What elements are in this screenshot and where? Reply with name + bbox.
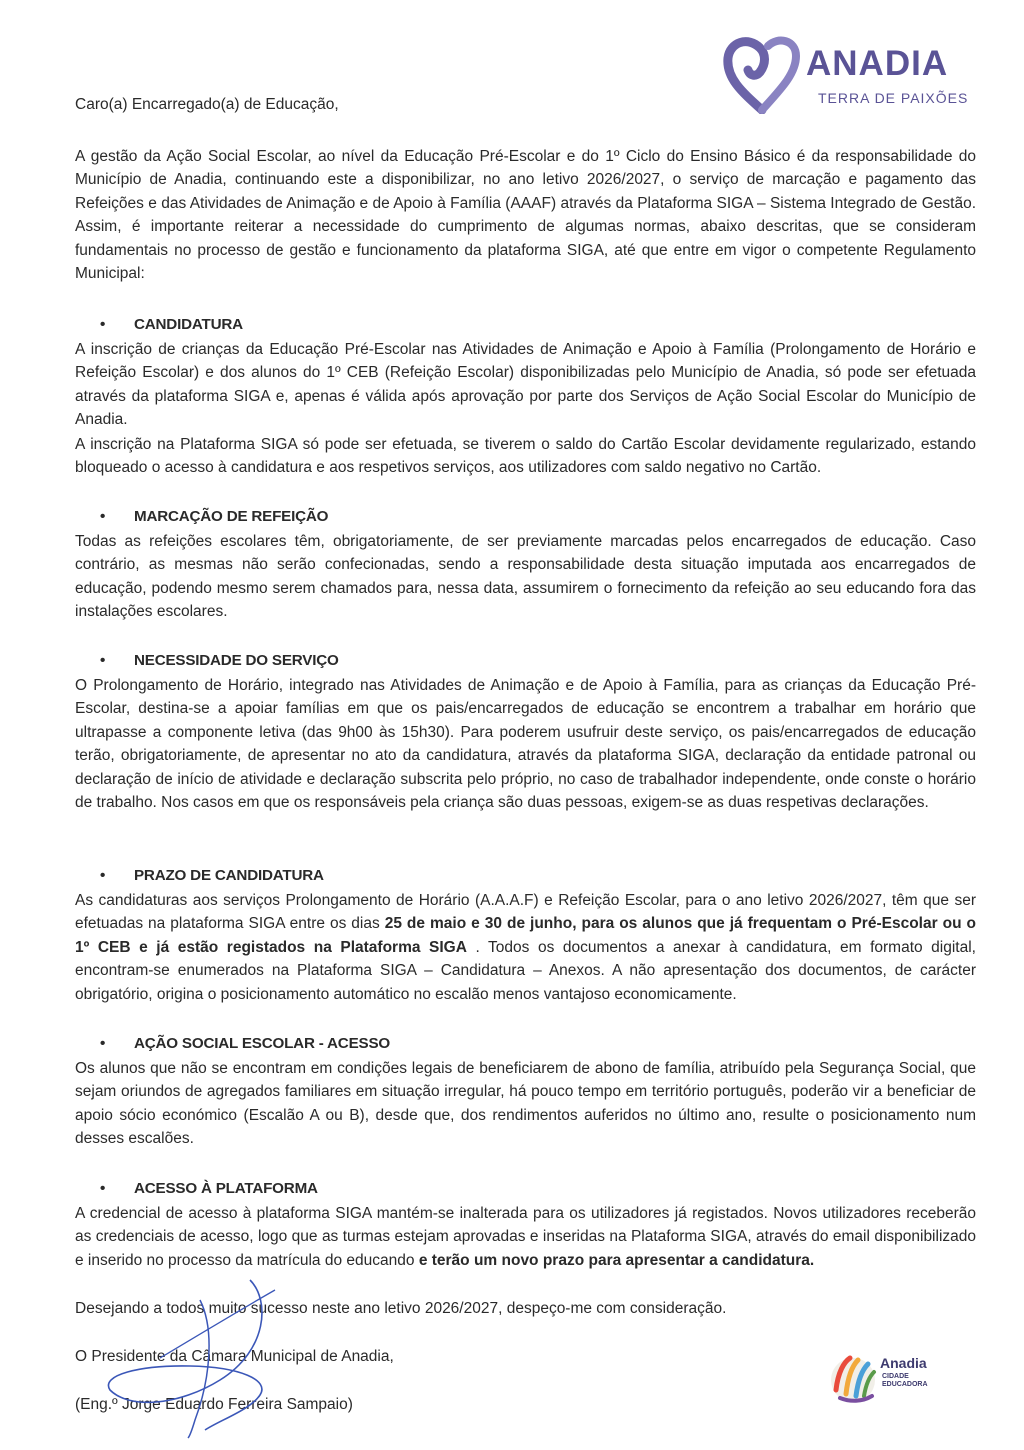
bullet: • [100, 1180, 106, 1197]
logo-brand: ANADIA [806, 44, 949, 83]
bullet: • [100, 508, 106, 525]
section-heading-marcacao [100, 506, 328, 528]
candidatura-paragraph-2: A inscrição na Plataforma SIGA só pode ser efetuada, se tiverem o saldo do Cartão Escolar devidamente regularizado, estando bloqueado o acesso à candidatura e aos respetivos serviços, aos utilizadores com saldo negativo no Cartão. [75, 436, 976, 477]
footer-logo-name: Anadia [880, 1355, 927, 1371]
candidatura-paragraph-1: A inscrição de crianças da Educação Pré-Escolar nas Atividades de Animação e Apoio à Família (Prolongamento de Horário e Refeição Escolar) e dos alunos do 1º CEB (Refeição Escolar) disponibilizadas pelo Município de Anadia, só pode ser efetuada através da plataforma SIGA e, apenas é válida após aprovação por parte dos Serviços de Ação Social Escolar do Município de Anadia. [75, 341, 976, 429]
necessidade-paragraph: O Prolongamento de Horário, integrado nas Atividades de Animação e de Apoio à Família, para as crianças da Educação Pré-Escolar, destina-se a apoiar famílias em que os pais/encarregados de educação se encontrem a trabalhar em horário que ultrapasse a componente letiva (das 9h00 às 15h30). Para poderem usufruir deste serviço, os pais/encarregados de educação terão, obrigatoriamente, de apresentar no ato da candidatura, através da plataforma SIGA, declaração da entidade patronal ou declaração de início de atividade e declaração subscrita pelo próprio, no caso de trabalhador independente, onde conste o horário de trabalho. Nos casos em que os responsáveis pela criança são duas pessoas, exigem-se as duas respetivas declarações. [75, 677, 976, 812]
section-heading-acao-social [100, 1033, 390, 1055]
bullet: • [100, 1035, 106, 1052]
cidade-educadora-logo [826, 1350, 956, 1405]
acesso-text-bold: e terão um novo prazo para apresentar a candidatura. [418, 1251, 815, 1269]
greeting: Caro(a) Encarregado(a) de Educação, [75, 96, 339, 113]
prazo-deadline-bold: 25 de maio e 30 de junho, para os alunos que já frequentam o Pré-Escolar ou o 1º CEB e já estão registados na Plataforma SIGA [75, 915, 976, 956]
bullet: • [100, 867, 106, 884]
section-heading-prazo [100, 865, 324, 887]
closing-line: Desejando a todos muito sucesso neste ano letivo 2026/2027, despeço-me com consideração. [75, 1300, 727, 1317]
section-heading-necessidade [100, 650, 339, 672]
prazo-text-start: As candidaturas aos serviços Prolongamento de Horário (A.A.A.F) e Refeição Escolar, para o ano letivo 2026/2027, têm que ser efetuadas na plataforma SIGA entre os dias [75, 892, 976, 933]
intro-paragraph: A gestão da Ação Social Escolar, ao nível da Educação Pré-Escolar e do 1º Ciclo do Ensino Básico é da responsabilidade do Município de Anadia, continuando este a disponibilizar, no ano letivo 2026/2027, o serviço de marcação e pagamento das Refeições e das Atividades de Animação e de Apoio à Família (AAAF) através da Plataforma SIGA – Sistema Integrado de Gestão. Assim, é importante reiterar a necessidade do cumprimento de algumas normas, abaixo descritas, que se consideram fundamentais no processo de gestão e funcionamento da plataforma SIGA, até que entre em vigor o competente Regulamento Municipal: [75, 148, 976, 283]
heading-text: MARCAÇÃO DE REFEIÇÃO [134, 508, 329, 525]
bullet: • [100, 652, 106, 669]
heading-text: PRAZO DE CANDIDATURA [134, 867, 324, 884]
heading-text: ACESSO À PLATAFORMA [134, 1180, 318, 1197]
section-heading-acesso [100, 1178, 318, 1200]
logo-tagline: TERRA DE PAIXÕES [818, 90, 969, 106]
heading-text: AÇÃO SOCIAL ESCOLAR - ACESSO [134, 1035, 390, 1052]
acao-social-paragraph: Os alunos que não se encontram em condições legais de beneficiarem de abono de família, atribuído pela Segurança Social, que sejam oriundos de agregados familiares em situação irregular, há pouco tempo em território português, poderão vir a beneficiar de apoio sócio económico (Escalão A ou B), desde que, dos rendimentos auferidos no último ano, resulte o posicionamento num desses escalões. [75, 1060, 976, 1148]
section-heading-candidatura [100, 314, 243, 336]
prazo-text-end: . Todos os documentos a anexar à candidatura, em formato digital, encontram-se enumerados na Plataforma SIGA – Candidatura – Anexos. A não apresentação dos documentos, de carácter obrigatório, origina o posicionamento automático no escalão menos vantajoso economicamente. [75, 938, 976, 1003]
acesso-text-start: A credencial de acesso à plataforma SIGA mantém-se inalterada para os utilizadores já registados. Novos utilizadores receberão as credenciais de acesso, logo que as turmas estejam aprovadas e inseridas na Plataforma SIGA, através do email disponibilizado e inserido no processo da matrícula do educando [75, 1205, 976, 1269]
prazo-paragraph [75, 889, 976, 1006]
signatory-title: O Presidente da Câmara Municipal de Anadia, [75, 1348, 394, 1365]
handwritten-signature [100, 1270, 300, 1440]
bullet: • [100, 316, 106, 333]
signatory-name: (Eng.º Jorge Eduardo Ferreira Sampaio) [75, 1396, 353, 1413]
heading-text: NECESSIDADE DO SERVIÇO [134, 652, 339, 669]
footer-logo-sub: CIDADE EDUCADORA [882, 1373, 928, 1388]
hands-logo-icon [826, 1350, 881, 1405]
acesso-paragraph [75, 1202, 976, 1272]
marcacao-paragraph: Todas as refeições escolares têm, obrigatoriamente, de ser previamente marcadas pelos encarregados de educação. Caso contrário, as mesmas não serão confecionadas, sendo a responsabilidade desta situação imputada aos encarregados de educação, podendo mesmo serem chamados para, nessa data, assumirem o fornecimento da refeição ao seu educando fora das instalações escolares. [75, 533, 976, 621]
heading-text: CANDIDATURA [134, 316, 243, 333]
